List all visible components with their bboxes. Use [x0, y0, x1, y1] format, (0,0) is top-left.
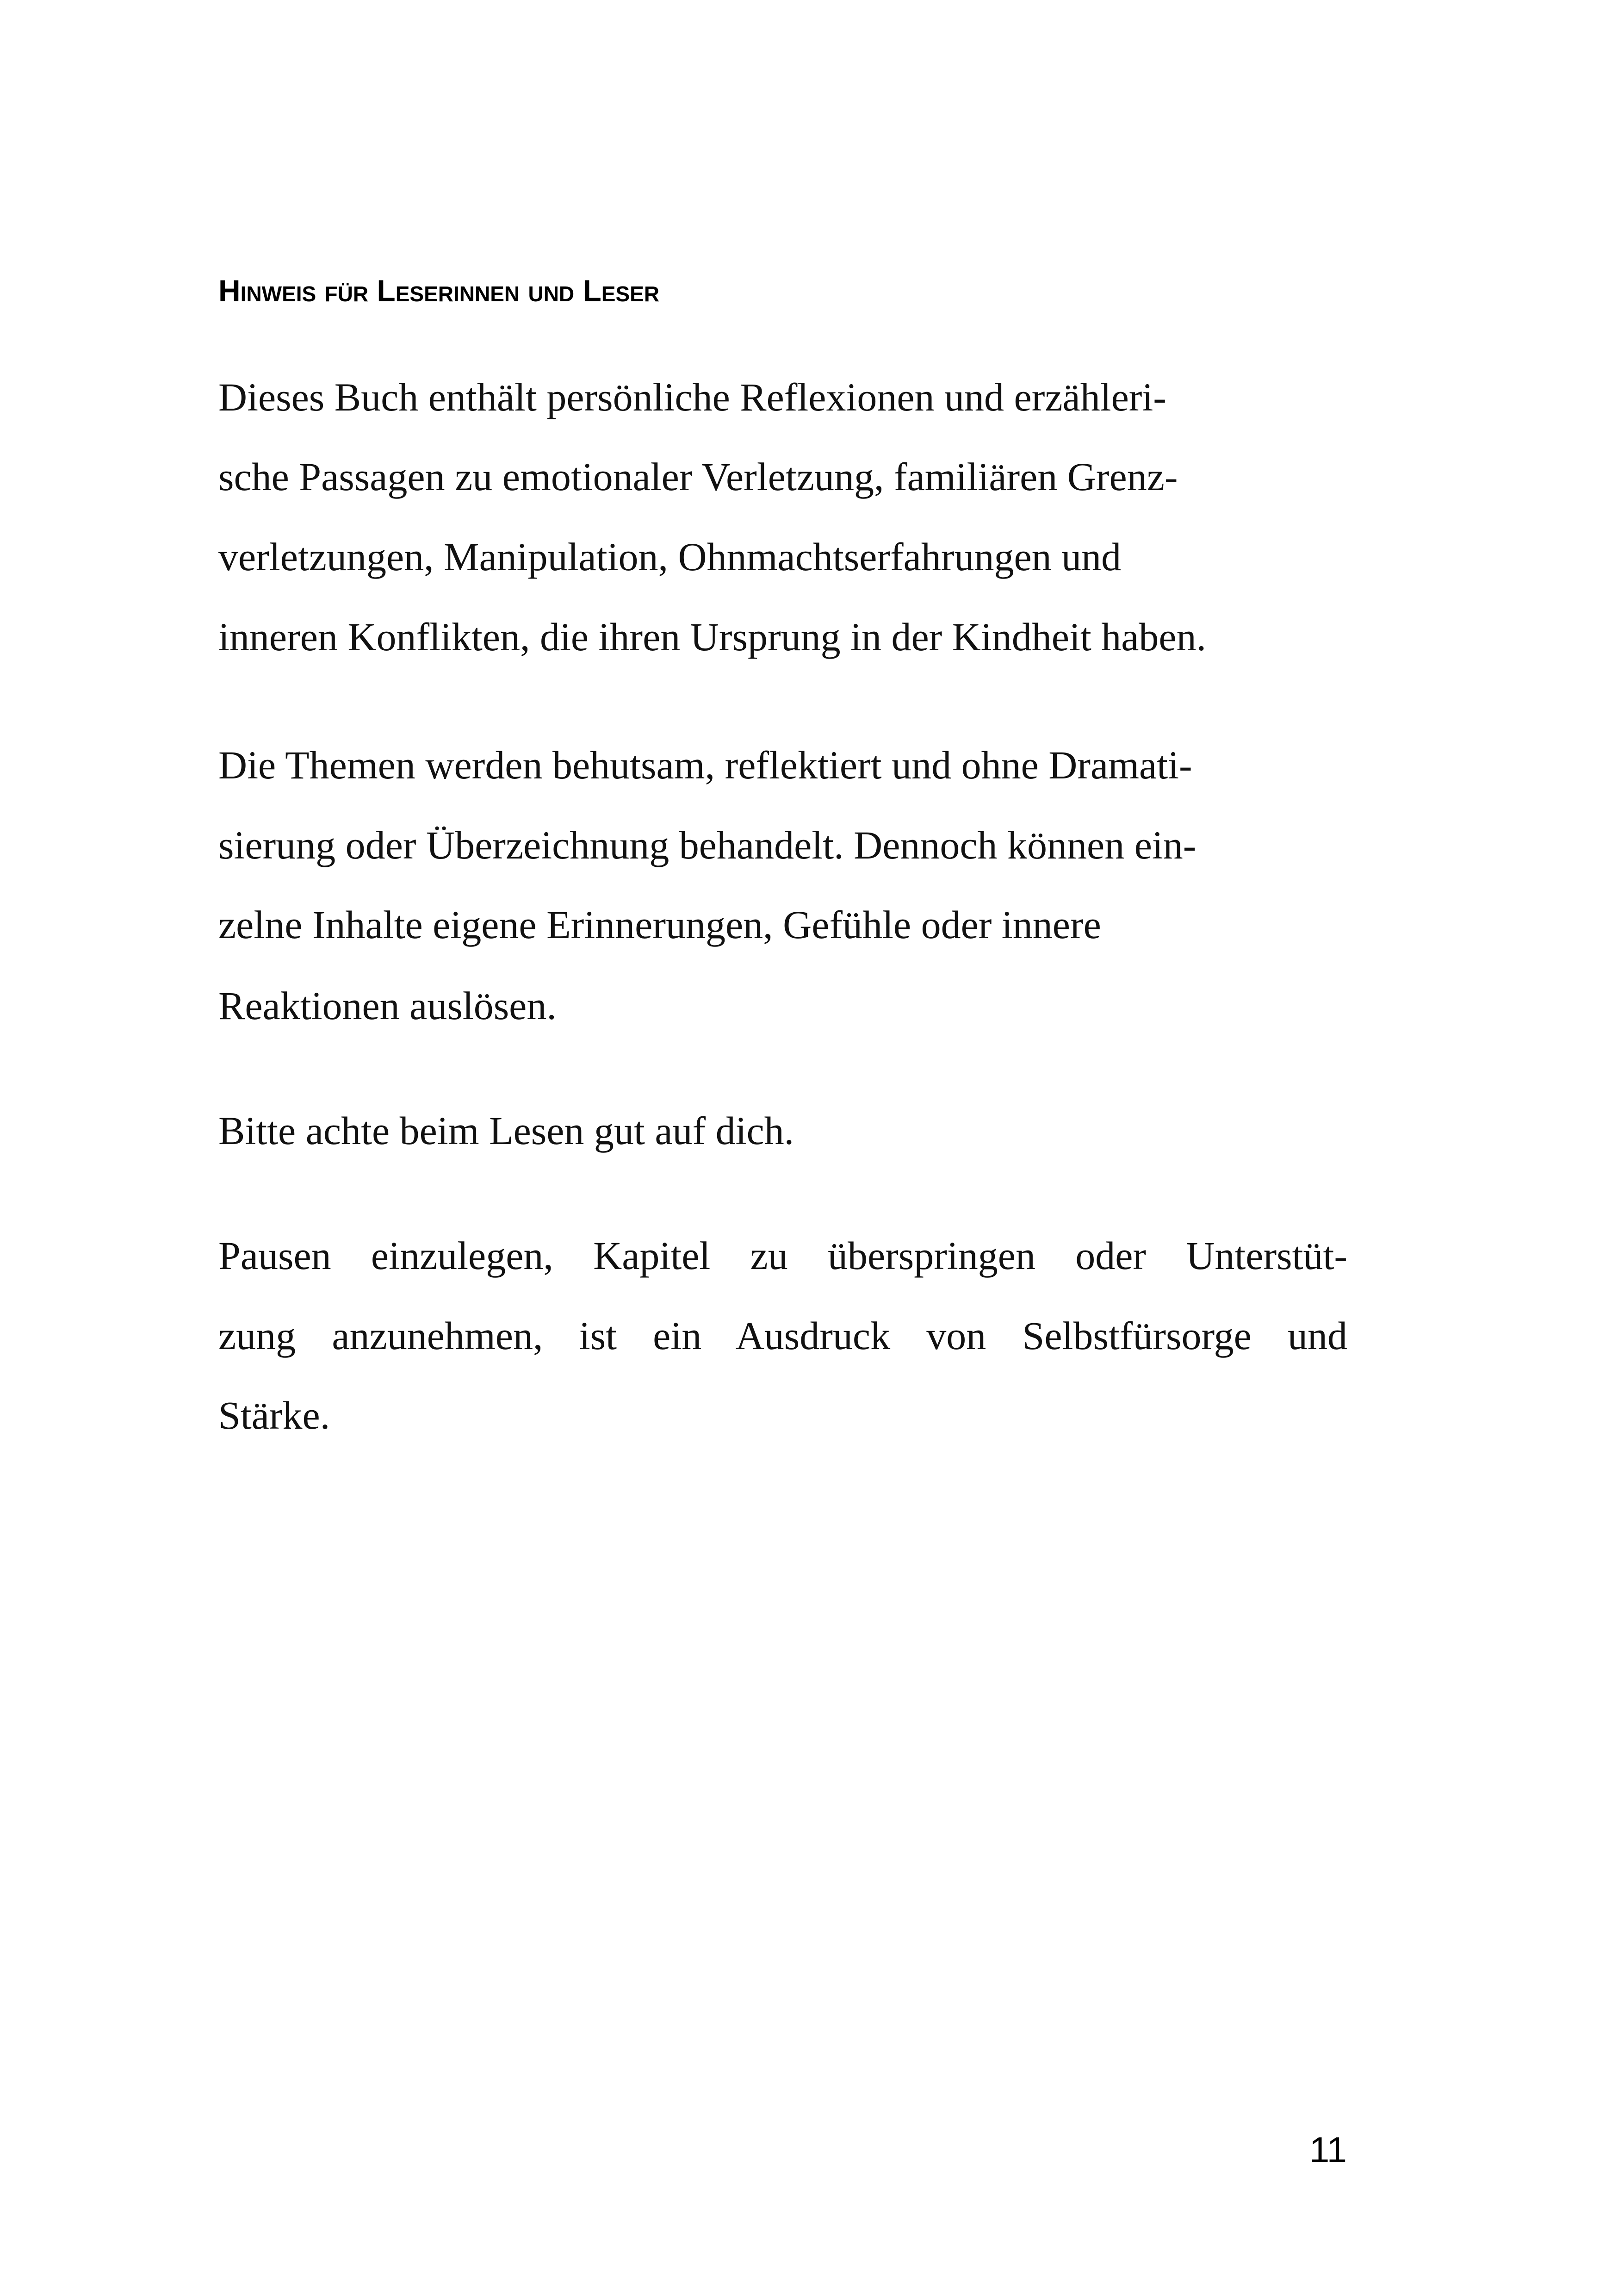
- paragraph-4-line-2: zung anzunehmen, ist ein Ausdruck von Selbstfürsorge und: [218, 1313, 1347, 1358]
- paragraph-1-line-1: Dieses Buch enthält persönliche Reflexionen und erzähleri-: [218, 375, 1166, 419]
- paragraph-1-line-2: sche Passagen zu emotionaler Verletzung, familiären Grenz-: [218, 454, 1178, 499]
- paragraph-1-line-4: inneren Konflikten, die ihren Ursprung in der Kindheit haben.: [218, 615, 1207, 659]
- paragraph-2-line-2: sierung oder Überzeichnung behandelt. Dennoch können ein-: [218, 823, 1196, 867]
- section-heading: Hinweis für Leserinnen und Leser: [218, 274, 660, 308]
- paragraph-2-line-1: Die Themen werden behutsam, reflektiert und ohne Dramati-: [218, 743, 1192, 787]
- paragraph-2-line-3: zelne Inhalte eigene Erinnerungen, Gefühle oder innere: [218, 902, 1101, 947]
- paragraph-4-line-3: Stärke.: [218, 1393, 330, 1437]
- paragraph-3-line-1: Bitte achte beim Lesen gut auf dich.: [218, 1108, 794, 1153]
- paragraph-4-line-1: Pausen einzulegen, Kapitel zu überspringen oder Unterstüt-: [218, 1233, 1347, 1278]
- paragraph-1-line-3: verletzungen, Manipulation, Ohnmachtserfahrungen und: [218, 535, 1122, 579]
- paragraph-2-line-4: Reaktionen auslösen.: [218, 983, 557, 1028]
- page-number: 11: [1309, 2129, 1347, 2170]
